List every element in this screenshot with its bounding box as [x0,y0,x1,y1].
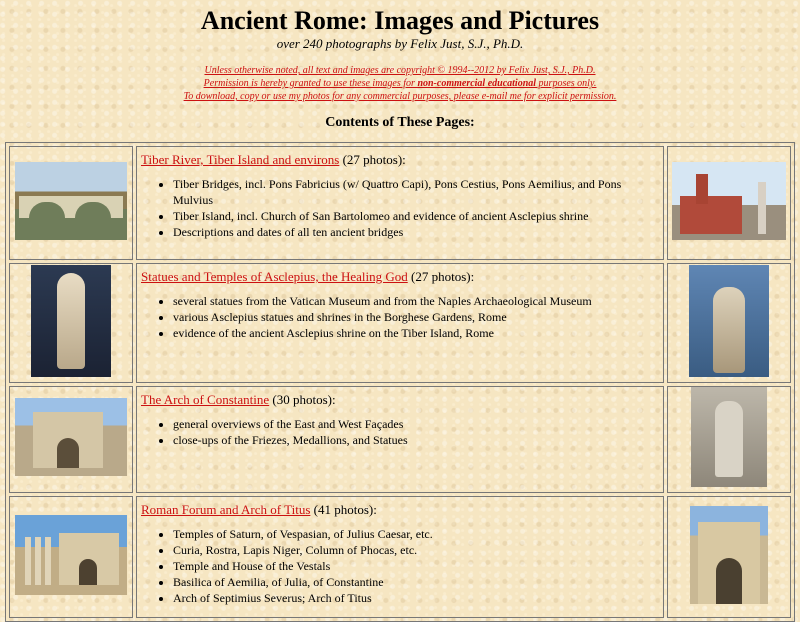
row-link-forum[interactable]: Roman Forum and Arch of Titus [141,502,311,517]
row-description [136,146,664,260]
thumbnail-cell [9,146,133,260]
copyright-line-1[interactable]: Unless otherwise noted, all text and images are copyright © 1994--2012 by Felix Just, S.J., Ph.D. [204,65,596,76]
relief-frieze-thumbnail[interactable] [691,387,767,487]
thumbnail-cell [667,386,791,493]
row-items [141,526,659,606]
contents-heading: Contents of These Pages: [325,115,475,130]
list-item: • Temples of Saturn, of Vespasian, of Julius Caesar, etc. [173,526,659,542]
asclepius-statue-thumbnail[interactable] [689,265,769,377]
asclepius-statue-thumbnail[interactable] [31,265,111,377]
list-item: • evidence of the ancient Asclepius shrine on the Tiber Island, Rome [173,325,659,341]
page-title: Ancient Rome: Images and Pictures [200,6,600,35]
list-item: • Arch of Septimius Severus; Arch of Titus [173,590,659,606]
list-item: • several statues from the Vatican Museum and from the Naples Archaeological Museum [173,293,659,309]
row-count: (27 photos): [407,269,475,284]
list-item: • Temple and House of the Vestals [173,558,659,574]
table-row [9,386,791,493]
row-count: (30 photos): [269,392,336,407]
copyright-line-3[interactable]: To download, copy or use my photos for any commercial purposes, please e-mail me for explicit permission. [183,91,617,102]
san-bartolomeo-thumbnail[interactable] [672,162,786,240]
list-item: • Basilica of Aemilia, of Julia, of Constantine [173,574,659,590]
row-description [136,263,664,383]
copyright-line-2-bold: non-commercial educational [417,78,537,89]
copyright-line-2-prefix: Permission is hereby granted to use these images for [203,78,418,89]
row-count: (27 photos): [339,152,406,167]
row-items [141,293,659,341]
tiber-bridge-thumbnail[interactable] [15,162,127,240]
copyright-line-2-suffix: purposes only. [536,78,597,89]
thumbnail-cell [9,263,133,383]
list-item: • Descriptions and dates of all ten ancient bridges [173,224,659,240]
row-items [141,416,659,448]
list-item: • Curia, Rostra, Lapis Niger, Column of Phocas, etc. [173,542,659,558]
list-item: • general overviews of the East and West Façades [173,416,659,432]
table-row [9,146,791,260]
thumbnail-cell [9,386,133,493]
row-count: (41 photos): [310,502,377,517]
list-item: • various Asclepius statues and shrines in the Borghese Gardens, Rome [173,309,659,325]
list-item: • Tiber Bridges, incl. Pons Fabricius (w/ Quattro Capi), Pons Cestius, Pons Aemilius, and Pons Mulvius [173,176,659,208]
row-link-asclepius[interactable]: Statues and Temples of Asclepius, the Healing God [141,269,408,284]
row-description [136,386,664,493]
page-subtitle: over 240 photographs by Felix Just, S.J., Ph.D. [276,36,524,51]
contents-table [5,142,795,622]
arch-of-titus-thumbnail[interactable] [690,506,768,604]
roman-forum-thumbnail[interactable] [15,515,127,595]
row-link-constantine[interactable]: The Arch of Constantine [141,392,270,407]
copyright-line-2[interactable] [204,78,597,89]
row-items [141,176,659,240]
copyright-notice [0,64,800,103]
thumbnail-cell [667,146,791,260]
row-link-tiber[interactable]: Tiber River, Tiber Island and environs [141,152,340,167]
list-item: • Tiber Island, incl. Church of San Bartolomeo and evidence of ancient Asclepius shrine [173,208,659,224]
arch-of-constantine-thumbnail[interactable] [15,398,127,476]
list-item: • close-ups of the Friezes, Medallions, and Statues [173,432,659,448]
table-row [9,263,791,383]
thumbnail-cell [667,263,791,383]
